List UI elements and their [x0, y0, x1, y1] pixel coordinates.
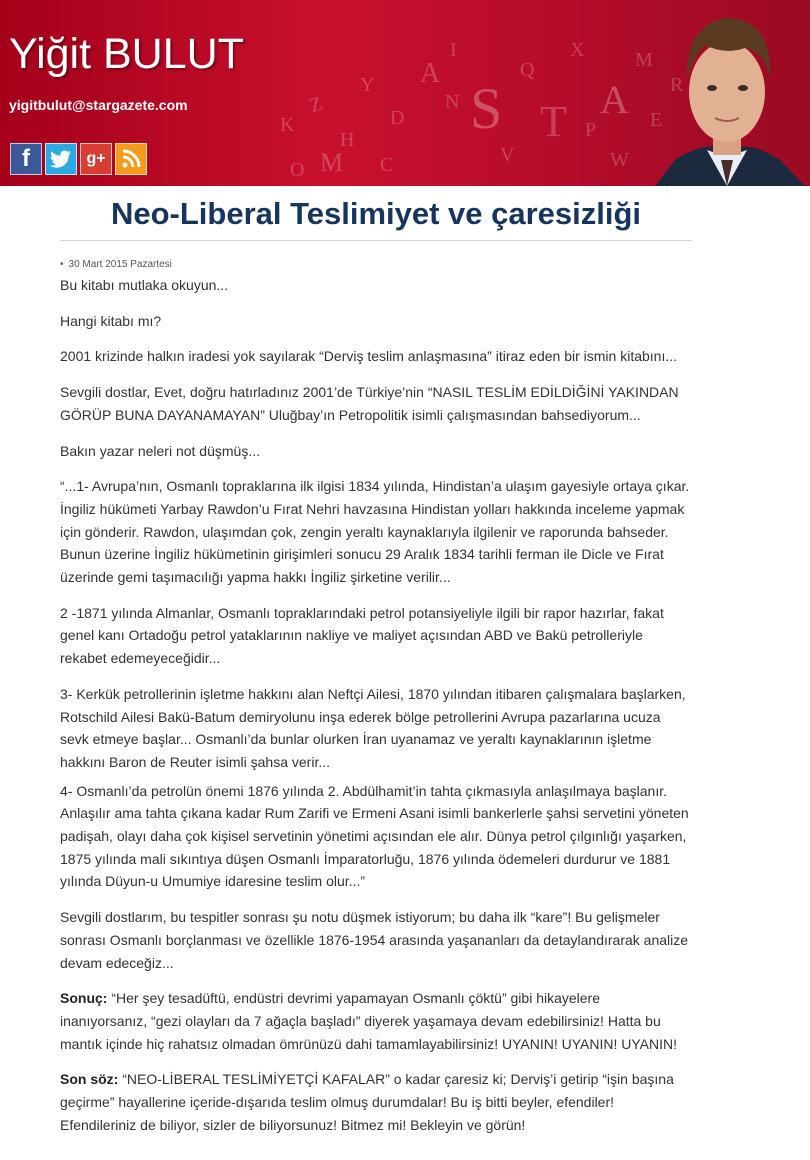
paragraph: 2001 krizinde halkın iradesi yok sayılarak “Derviş teslim anlaşmasına” itiraz eden bir ismin kitabını... — [60, 348, 678, 365]
paragraph: Hangi kitabı mı? — [60, 312, 162, 329]
paragraph: 4- Osmanlı’da petrolün önemi 1876 yılında 2. Abdülhamit’in tahta çıkmasıyla anlaşılmaya başlanır. Anlaşılır ama tahta çıkana kadar Rum Zarifi ve Ermeni Asani isimli bankerlerle şahsi servetini yöneten padişah, olayı daha çok kişisel servetinin yönetimi açısından ele alır. Dünya petrol çılgınlığı yaşarken, 1875 yılında mali sıkıntıya düşen Osmanlı İmparatorluğu, 1876 yılında ödemeleri durdurur ve 1881 yılında Düyun-u Umumiye idaresine teslim olur...” — [60, 782, 689, 890]
date-text: 30 Mart 2015 Pazartesi — [68, 259, 172, 270]
article-body — [60, 274, 690, 1150]
conclusion-label: Sonuç: — [60, 990, 108, 1007]
rss-icon[interactable] — [115, 143, 147, 175]
last-word-text: “NEO-LİBERAL TESLİMİYETÇİ KAFALAR” o kadar çaresiz ki; Derviş’i getirip “işin başına geçirme” hayallerine içeride-dışarıda teslim olmuş durumdalar! Bu iş bitti beyler, efendiler! Efendileriniz de biliyor, sizler de biliyorsunuz! Bitmez mi! Bekleyin ve görün! — [60, 1071, 674, 1133]
twitter-icon[interactable] — [45, 143, 77, 175]
facebook-icon[interactable]: f — [10, 143, 42, 175]
paragraph: 3- Kerkük petrollerinin işletme hakkını alan Neftçi Ailesi, 1870 yılından itibaren çalışmalara başlarken, Rotschild Ailesi Bakü-Batum demiryolunu inşa ederek bölge petrollerini Avrupa pazarlarına ucuza sevk etmeye başlar... Osmanlı’da bunlar olurken İran uyanamaz ve yeraltı kaynaklarının işletme hakkını Baron de Reuter isimli şahsa verir... — [60, 685, 686, 770]
conclusion-paragraph — [60, 987, 690, 1055]
paragraph: “...1- Avrupa’nın, Osmanlı topraklarına ilk ilgisi 1834 yılında, Hindistan’a ulaşım gayesiyle ortaya çıkar. İngiliz hükümeti Yarbay Rawdon’u Fırat Nehri havzasına Hindistan yolları hakkında inceleme yapmak için gönderir. Rawdon, ulaşımdan çok, zengin yeraltı kaynaklarıyla ilgilenir ve raporunda bahseder. Bunun üzerine İngiliz hükümetinin girişimleri sonucu 29 Aralık 1834 tarihli ferman ile Dicle ve Fırat üzerinde gemi taşımacılığı yapma hakkı İngiliz şirketine verilir... — [60, 478, 690, 586]
conclusion-text: “Her şey tesadüftü, endüstri devrimi yapamayan Osmanlı çöktü” gibi hikayelere inanıyorsanız, “gezi olayları da 7 ağaçla başladı” diyerek yaşamaya devam edebilirsiniz! Hatta bu mantık içinde hiç rahatsız olmadan ömrünüzü dahi tamamlayabilirsiniz! UYANIN! UYANIN! UYANIN! — [60, 990, 677, 1052]
last-word-paragraph — [60, 1068, 690, 1136]
author-portrait — [645, 0, 810, 186]
bullet-icon: • — [60, 259, 64, 270]
google-plus-icon[interactable]: g+ — [80, 143, 112, 175]
paragraph: Sevgili dostlar, Evet, doğru hatırladınız 2001’de Türkiye’nin “NASIL TESLİM EDİLDİĞİNİ YAKINDAN GÖRÜP BUNA DAYANAMAYAN” Uluğbay’ın Petropolitik isimli çalışmasından bahsediyorum... — [60, 384, 679, 423]
paragraph: Bakın yazar neleri not düşmüş... — [60, 442, 260, 459]
paragraph: Sevgili dostlarım, bu tespitler sonrası şu notu düşmek istiyorum; bu daha ilk “kare”! Bu gelişmeler sonrası Osmanlı borçlanması ve özellikle 1876-1954 arasında yaşananları da detaylandırarak analize devam edeceğiz... — [60, 909, 689, 971]
site-name[interactable]: Yiğit BULUT — [9, 30, 244, 78]
header-banner — [0, 0, 810, 186]
title-divider — [60, 240, 692, 241]
paragraph: 2 -1871 yılında Almanlar, Osmanlı topraklarındaki petrol potansiyeliyle ilgili bir rapor hazırlar, fakat genel kanı Ortadoğu petrol yataklarının nakliye ve maliyet açısından ABD ve Bakü petrolleriyle rekabet edemeyeceğidir... — [60, 604, 664, 667]
paragraph: Bu kitabı mutlaka okuyun... — [60, 277, 229, 293]
article-date — [60, 259, 172, 270]
article-title: Neo-Liberal Teslimiyet ve çaresizliği — [110, 196, 642, 231]
last-word-label: Son söz: — [60, 1071, 119, 1088]
decorative-letters: K Z H Y D A N S Q T X P A M E R O M C V W I — [280, 39, 684, 181]
social-links — [10, 143, 147, 175]
author-email[interactable]: yigitbulut@stargazete.com — [9, 97, 188, 113]
